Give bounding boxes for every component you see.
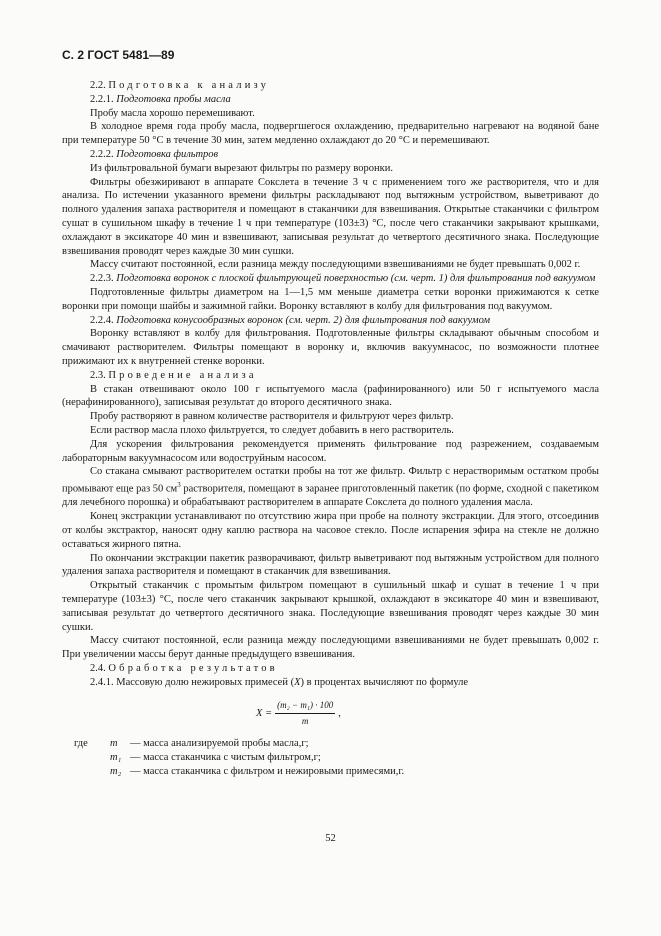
formula <box>62 699 599 730</box>
paragraph: Фильтры обезжиривают в аппарате Сокслета в течение 3 ч с применением того же растворителя, что и для анализа. По истечении указанного времени фильтры раскладывают под вытяжным устройством, выветривают до полного удаления запаха растворителя и помещают в стаканчики для взвешивания. Открытые стаканчики с фильтром сушат в сушильном шкафу в течение 1 ч при температуре (103±3) °С, после чего стаканчики закрывают крышками, охлаждают в эксикаторе 40 мин и взвешивают, записывая результат до четвертого десятичного знака. Последующие взвешивания проводят через каждые 30 мин сушки. <box>62 176 599 257</box>
section-2-2-2-heading <box>62 148 599 162</box>
paragraph: Массу считают постоянной, если разница между последующими взвешиваниями не будет превышать 0,002 г. <box>90 259 581 271</box>
section-number: 2.2.4. <box>90 314 114 326</box>
section-number: 2.3. <box>90 369 106 381</box>
section-2-2-4-heading <box>62 314 599 328</box>
section-2-3-heading <box>62 369 599 383</box>
paragraph: Из фильтровальной бумаги вырезают фильтры по размеру воронки. <box>90 162 393 174</box>
paragraph: Для ускорения фильтрования рекомендуется применять фильтрование под разрежением, создаваемым лабораторным вакуумнасосом или водоструйным насосом. <box>62 438 599 464</box>
formula-numerator: (m₂ − m₁) · 100 <box>275 699 335 715</box>
paragraph: По окончании экстракции пакетик разворачивают, фильтр выветривают под вытяжным устройством для полного удаления запаха растворителя и помещают в стаканчик для взвешивания. <box>62 552 599 578</box>
section-2-2-3-heading <box>62 272 599 286</box>
page-number: 52 <box>325 833 336 844</box>
paragraph: Если раствор масла плохо фильтруется, то следует добавить в него растворитель. <box>90 424 454 436</box>
paragraph: Пробу масла хорошо перемешивают. <box>90 107 255 119</box>
page-header: С. 2 ГОСТ 5481—89 <box>62 48 175 62</box>
definition-row <box>62 751 599 765</box>
paragraph-text: Со стакана смывают растворителем остатки пробы на тот же фильтр. Фильтр с нерастворимым остатком пробы промывают еще раз 50 см <box>62 466 599 495</box>
section-2-4-heading <box>62 662 599 676</box>
paragraph: Конец экстракции устанавливают по отсутствию жира при пробе на полноту экстракции. Для этого, отсоединив от колбы экстрактор, наносят одну каплю раствора на часовое стекло. После испарения эфира на стекле не должно оставаться жирного пятна. <box>62 511 599 550</box>
document-body <box>62 79 599 779</box>
variable-definitions <box>62 737 599 779</box>
formula-denominator: m <box>301 716 309 727</box>
paragraph-text: растворителя, помещают в заранее приготовленный пакетик (по форме, сходной с пакетиком для лечебного порошка) и обрабатывают растворителем в аппарате Сокслета до полного удаления масла. <box>62 483 599 509</box>
definition-text: — масса стаканчика с фильтром и нежировыми примесями,г. <box>130 766 405 778</box>
section-number: 2.2.1. <box>90 93 114 105</box>
section-2-2-1-heading <box>62 93 599 107</box>
paragraph: Подготовленные фильтры диаметром на 1—1,5 мм меньше диаметра сетки воронки прижимаются к сетке воронки при помощи шайбы и зажимной гайки. Воронку вставляют в колбу для фильтрования под вакуумом. <box>62 286 599 312</box>
formula-lhs: X = <box>256 707 273 719</box>
paragraph <box>62 465 599 510</box>
definition-row <box>62 737 599 751</box>
formula-fraction <box>275 699 335 730</box>
where-word: где <box>74 738 88 750</box>
paragraph: Пробу растворяют в равном количестве растворителя и фильтруют через фильтр. <box>90 411 454 423</box>
paragraph: Массу считают постоянной, если разница между последующими взвешиваниями не будет превышать 0,002 г. При увеличении массы берут данные предыдущего взвешивания. <box>62 635 599 661</box>
section-2-2-heading <box>62 79 599 93</box>
section-title: Обработка результатов <box>108 662 278 674</box>
section-title: Проведение анализа <box>108 369 257 381</box>
section-number: 2.2.2. <box>90 148 114 160</box>
section-number: 2.4. <box>90 662 106 674</box>
paragraph-text: 2.4.1. Массовую долю нежировых примесей ( <box>90 676 295 688</box>
definition-symbol: m <box>110 738 118 750</box>
paragraph: Открытый стаканчик с промытым фильтром помещают в сушильный шкаф и сушат в течение 1 ч при температуре (103±3) °С, после чего стаканчик закрывают крышкой, охлаждают в эксикаторе 40 мин и взвешивают, записывая результат до четвертого десятичного знака. Последующие взвешивания проводят через каждые 30 мин сушки. <box>62 580 599 633</box>
formula-tail: , <box>338 707 341 719</box>
paragraph <box>62 676 599 690</box>
section-title: Подготовка конусообразных воронок (см. черт. 2) для фильтрования под вакуумом <box>116 314 491 326</box>
definition-text: — масса анализируемой пробы масла,г; <box>130 738 309 750</box>
superscript: 3 <box>177 481 181 490</box>
paragraph-text: ) в процентах вычисляют по формуле <box>300 676 469 688</box>
paragraph: В стакан отвешивают около 100 г испытуемого масла (рафинированного) или 50 г испытуемого масла (нерафинированного), записывая результат до второго десятичного знака. <box>62 383 599 409</box>
definition-symbol: m₁ <box>110 752 122 764</box>
section-title: Подготовка пробы масла <box>116 93 231 105</box>
section-number: 2.2. <box>90 80 106 91</box>
variable-x: X <box>294 676 301 688</box>
definition-row <box>62 765 599 779</box>
definition-symbol: m₂ <box>110 766 122 778</box>
section-title: Подготовка фильтров <box>116 148 219 160</box>
section-title: Подготовка воронок с плоской фильтрующей поверхностью (см. черт. 1) для фильтрования под вакуумом <box>116 273 596 285</box>
definition-text: — масса стаканчика с чистым фильтром,г; <box>130 752 321 764</box>
paragraph: В холодное время года пробу масла, подвергшегося охлаждению, предварительно нагревают на водяной бане при температуре 50 °С в течение 30 мин, затем медленно охлаждают до 20 °С и перемешивают. <box>62 121 599 147</box>
paragraph: Воронку вставляют в колбу для фильтрования. Подготовленные фильтры складывают обычным способом и смачивают растворителем. Фильтры помещают в воронку и, включив вакуумнасос, по возможности плотнее прижимают их к внутренней стенке воронки. <box>62 328 599 367</box>
section-number: 2.2.3. <box>90 273 114 285</box>
section-title: Подготовка к анализу <box>108 80 270 91</box>
